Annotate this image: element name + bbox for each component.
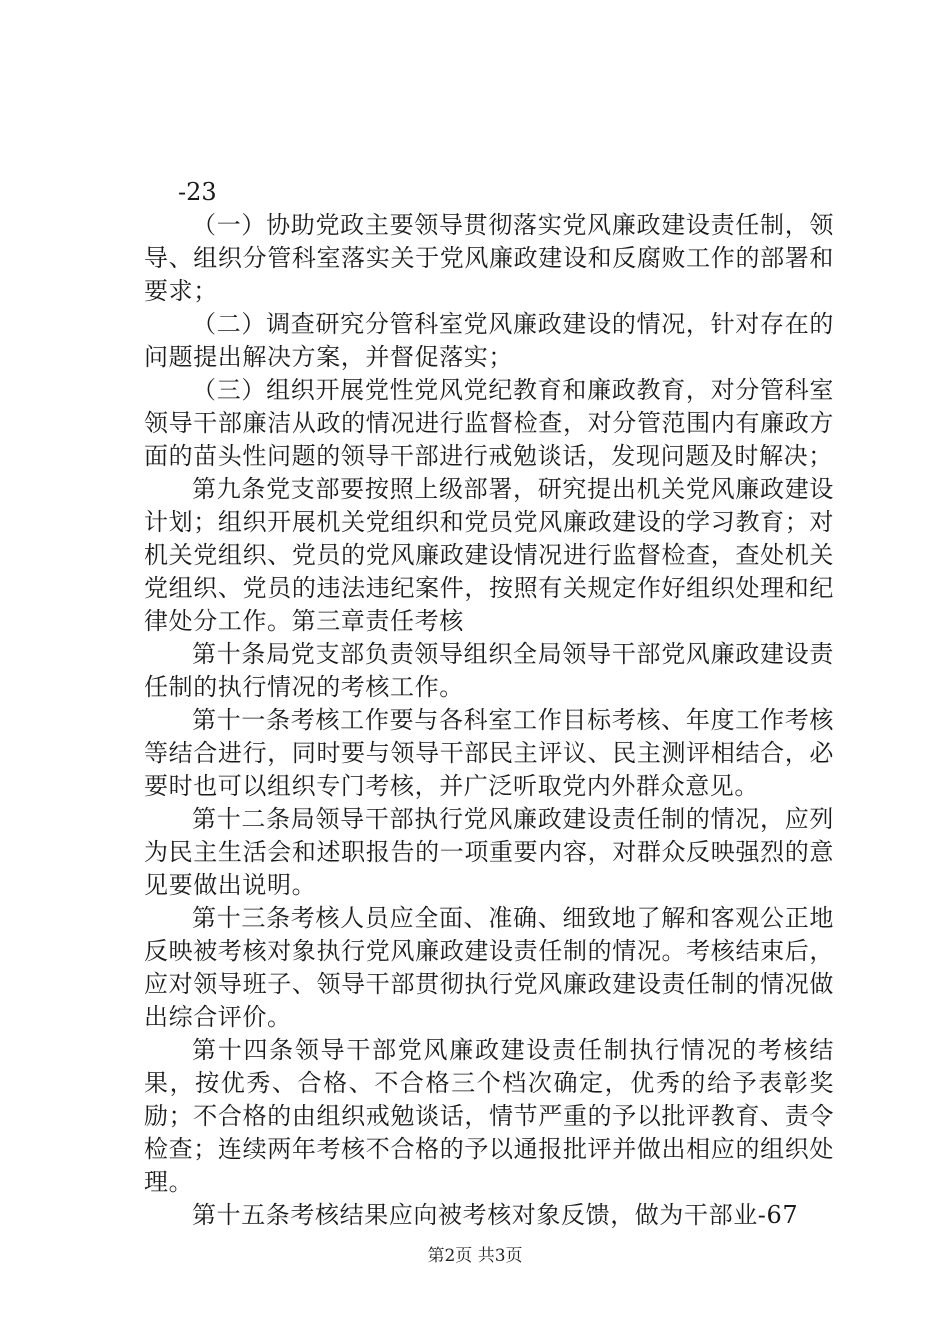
paragraph: （二）调查研究分管科室党风廉政建设的情况，针对存在的问题提出解决方案，并督促落实； [144, 310, 834, 371]
paragraph: 第十一条考核工作要与各科室工作目标考核、年度工作考核等结合进行，同时要与领导干部民主评议、民主测评相结合，必要时也可以组织专门考核，并广泛听取党内外群众意见。 [144, 706, 834, 800]
paragraph: 第十二条局领导干部执行党风廉政建设责任制的情况，应列为民主生活会和述职报告的一项重要内容，对群众反映强烈的意见要做出说明。 [144, 805, 834, 899]
page-footer: 第2页 共3页 [427, 1246, 523, 1266]
paragraph: 第十五条考核结果应向被考核对象反馈，做为干部业-67 [192, 1201, 799, 1229]
document-body [144, 176, 834, 1232]
paragraph: 第九条党支部要按照上级部署，研究提出机关党风廉政建设计划；组织开展机关党组织和党员党风廉政建设的学习教育；对机关党组织、党员的党风廉政建设情况进行监督检查，查处机关党组织、党员的违法违纪案件，按照有关规定作好组织处理和纪律处分工作。第三章责任考核 [144, 475, 834, 635]
paragraph: 第十四条领导干部党风廉政建设责任制执行情况的考核结果，按优秀、合格、不合格三个档次确定，优秀的给予表彰奖励；不合格的由组织戒勉谈话，情节严重的予以批评教育、责令检查；连续两年考核不合格的予以通报批评并做出相应的组织处理。 [144, 1036, 834, 1196]
paragraph: （三）组织开展党性党风党纪教育和廉政教育，对分管科室领导干部廉洁从政的情况进行监督检查，对分管范围内有廉政方面的苗头性问题的领导干部进行戒勉谈话，发现问题及时解决； [144, 376, 834, 470]
paragraph: 第十三条考核人员应全面、准确、细致地了解和客观公正地反映被考核对象执行党风廉政建设责任制的情况。考核结束后，应对领导班子、领导干部贯彻执行党风廉政建设责任制的情况做出综合评价。 [144, 904, 834, 1031]
paragraph: 第十条局党支部负责领导组织全局领导干部党风廉政建设责任制的执行情况的考核工作。 [144, 640, 834, 701]
paragraph: （一）协助党政主要领导贯彻落实党风廉政建设责任制，领导、组织分管科室落实关于党风廉政建设和反腐败工作的部署和要求； [144, 211, 834, 305]
page-fragment-top: -23 [178, 178, 217, 206]
